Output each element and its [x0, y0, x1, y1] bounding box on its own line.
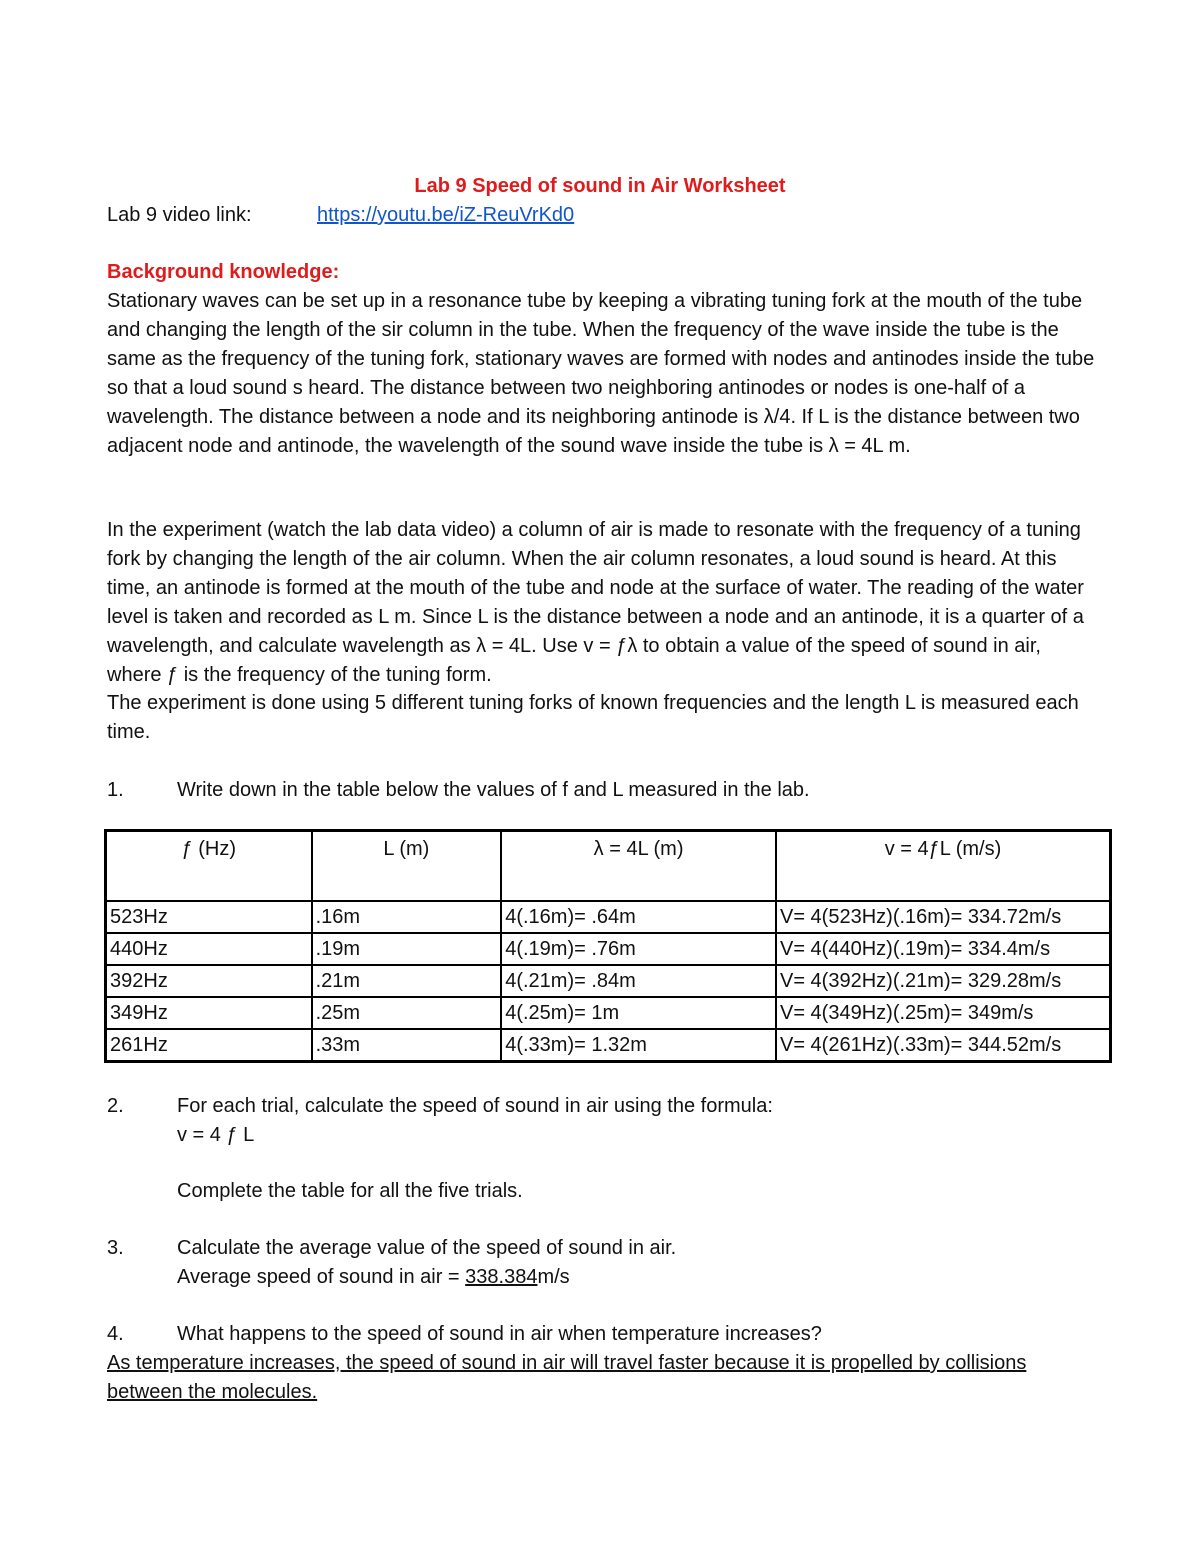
video-link[interactable]: https://youtu.be/iZ-ReuVrKd0: [317, 204, 575, 226]
cell-speed: V= 4(523Hz)(.16m)= 334.72m/s: [776, 901, 1111, 933]
cell-frequency: 349Hz: [106, 997, 312, 1029]
cell-speed: V= 4(440Hz)(.19m)= 334.4m/s: [776, 933, 1111, 965]
cell-wavelength: 4(.25m)= 1m: [501, 997, 776, 1029]
cell-frequency: 523Hz: [106, 901, 312, 933]
header-wavelength: λ = 4L (m): [501, 831, 776, 902]
question-4-number: 4.: [107, 1323, 124, 1345]
question-2-text: For each trial, calculate the speed of sound in air using the formula:: [177, 1095, 773, 1117]
header-frequency: ƒ (Hz): [106, 831, 312, 902]
cell-frequency: 392Hz: [106, 965, 312, 997]
average-value: 338.384: [465, 1266, 538, 1288]
cell-frequency: 440Hz: [106, 933, 312, 965]
cell-speed: V= 4(261Hz)(.33m)= 344.52m/s: [776, 1029, 1111, 1062]
question-4-text: What happens to the speed of sound in air when temperature increases?: [177, 1323, 822, 1345]
header-length: L (m): [312, 831, 502, 902]
cell-length: .33m: [312, 1029, 502, 1062]
question-2-formula: v = 4 ƒ L: [177, 1124, 255, 1146]
cell-speed: V= 4(349Hz)(.25m)= 349m/s: [776, 997, 1111, 1029]
cell-speed: V= 4(392Hz)(.21m)= 329.28m/s: [776, 965, 1111, 997]
question-2-number: 2.: [107, 1095, 124, 1117]
question-3-number: 3.: [107, 1237, 124, 1259]
cell-wavelength: 4(.21m)= .84m: [501, 965, 776, 997]
question-4-answer: As temperature increases, the speed of sound in air will travel faster because it is propelled by collisions between the molecules.: [107, 1352, 1027, 1403]
video-link-label: Lab 9 video link:: [107, 204, 252, 226]
average-unit: m/s: [537, 1266, 570, 1288]
data-table: [104, 829, 1112, 1063]
background-heading: Background knowledge:: [107, 261, 340, 283]
cell-frequency: 261Hz: [106, 1029, 312, 1062]
table-header-row: [106, 831, 1111, 902]
header-speed: v = 4ƒL (m/s): [776, 831, 1111, 902]
cell-length: .19m: [312, 933, 502, 965]
cell-wavelength: 4(.16m)= .64m: [501, 901, 776, 933]
cell-length: .25m: [312, 997, 502, 1029]
question-3-answer: [177, 1263, 570, 1292]
average-label: Average speed of sound in air =: [177, 1266, 466, 1288]
question-1-number: 1.: [107, 779, 124, 801]
cell-length: .16m: [312, 901, 502, 933]
cell-wavelength: 4(.19m)= .76m: [501, 933, 776, 965]
question-1-text: Write down in the table below the values of f and L measured in the lab.: [177, 779, 810, 801]
background-paragraph-2: In the experiment (watch the lab data video) a column of air is made to resonate with the frequency of a tuning fork by changing the length of the air column. When the air column resonates, a loud sound is heard. At this time, an antinode is formed at the mouth of the tube and node at the surface of water. The reading of the water level is taken and recorded as L m. Since L is the distance between a node and an antinode, it is a quarter of a wavelength, and calculate wavelength as λ = 4L. Use v = ƒλ to obtain a value of the speed of sound in air, where ƒ is the frequency of the tuning form.: [107, 519, 1084, 686]
table-row: [106, 965, 1111, 997]
page-title: Lab 9 Speed of sound in Air Worksheet: [414, 175, 786, 197]
table-row: [106, 933, 1111, 965]
background-paragraph-1: Stationary waves can be set up in a resonance tube by keeping a vibrating tuning fork at the mouth of the tube and changing the length of the sir column in the tube. When the frequency of the wave inside the tube is the same as the frequency of the tuning fork, stationary waves are formed with nodes and antinodes inside the tube so that a loud sound s heard. The distance between two neighboring antinodes or nodes is one-half of a wavelength. The distance between a node and its neighboring antinode is λ/4. If L is the distance between two adjacent node and antinode, the wavelength of the sound wave inside the tube is λ = 4L m.: [107, 290, 1095, 457]
cell-wavelength: 4(.33m)= 1.32m: [501, 1029, 776, 1062]
table-row: [106, 1029, 1111, 1062]
question-2-note: Complete the table for all the five trials.: [177, 1180, 523, 1202]
background-paragraph-3: The experiment is done using 5 different tuning forks of known frequencies and the length L is measured each time.: [107, 692, 1079, 743]
table-row: [106, 997, 1111, 1029]
cell-length: .21m: [312, 965, 502, 997]
question-3-text: Calculate the average value of the speed of sound in air.: [177, 1237, 677, 1259]
table-row: [106, 901, 1111, 933]
